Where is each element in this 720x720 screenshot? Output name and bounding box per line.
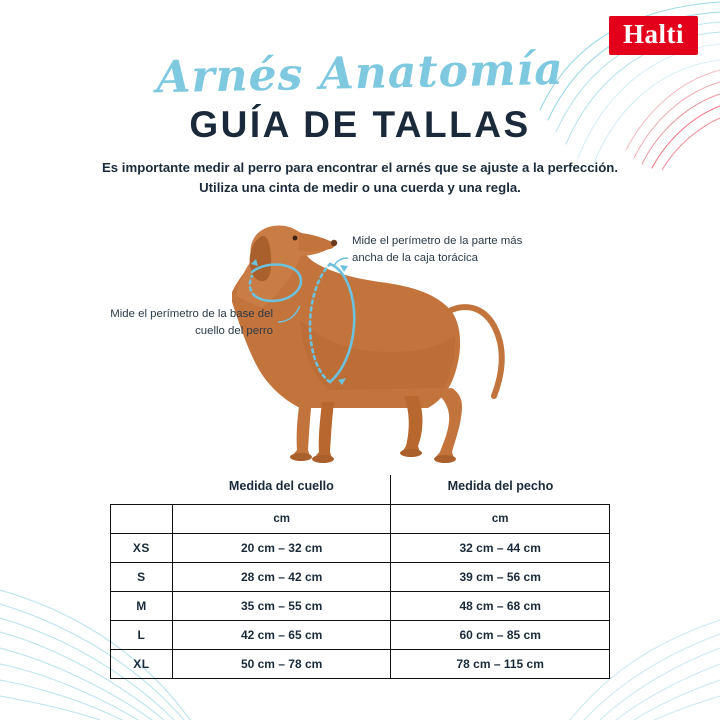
group-header-chest: Medida del pecho — [391, 475, 610, 504]
row-size: XS — [111, 533, 173, 562]
unit-cell-size — [111, 504, 173, 533]
group-header-neck: Medida del cuello — [228, 479, 334, 494]
row-chest: 60 cm – 85 cm — [391, 620, 610, 649]
table-row — [111, 620, 610, 649]
size-table-wrapper — [110, 475, 610, 679]
table-group-header-row — [111, 475, 610, 504]
row-size: M — [111, 591, 173, 620]
unit-cell-chest: cm — [391, 504, 610, 533]
table-unit-row — [111, 504, 610, 533]
unit-cell-neck: cm — [172, 504, 391, 533]
row-size: XL — [111, 649, 173, 678]
row-neck: 35 cm – 55 cm — [172, 591, 391, 620]
subtitle-line-1: Es importante medir al perro para encontrar el arnés que se ajuste a la perfección. — [102, 160, 618, 175]
page-subtitle — [60, 158, 660, 199]
row-chest: 32 cm – 44 cm — [391, 533, 610, 562]
halti-logo: Halti — [609, 16, 698, 55]
row-neck: 20 cm – 32 cm — [172, 533, 391, 562]
row-neck: 42 cm – 65 cm — [172, 620, 391, 649]
row-size: L — [111, 620, 173, 649]
table-row — [111, 562, 610, 591]
table-row — [111, 649, 610, 678]
page-title: GUÍA DE TALLAS — [189, 104, 531, 145]
callout-neck-measurement: Mide el perímetro de la base del cuello del perro — [110, 308, 273, 337]
size-table — [110, 475, 610, 679]
table-row — [111, 533, 610, 562]
row-size: S — [111, 562, 173, 591]
subtitle-line-2: Utiliza una cinta de medir o una cuerda y una regla. — [199, 180, 521, 196]
dog-illustration-area — [0, 200, 720, 468]
row-chest: 39 cm – 56 cm — [391, 562, 610, 591]
row-neck: 50 cm – 78 cm — [172, 649, 391, 678]
page-title-script: Arnés Anatomía — [155, 43, 565, 104]
row-chest: 48 cm – 68 cm — [391, 591, 610, 620]
table-row — [111, 591, 610, 620]
group-header-empty — [111, 475, 173, 504]
row-chest: 78 cm – 115 cm — [391, 649, 610, 678]
row-neck: 28 cm – 42 cm — [172, 562, 391, 591]
callout-chest-measurement: Mide el perímetro de la parte más ancha de la caja torácica — [352, 235, 523, 264]
